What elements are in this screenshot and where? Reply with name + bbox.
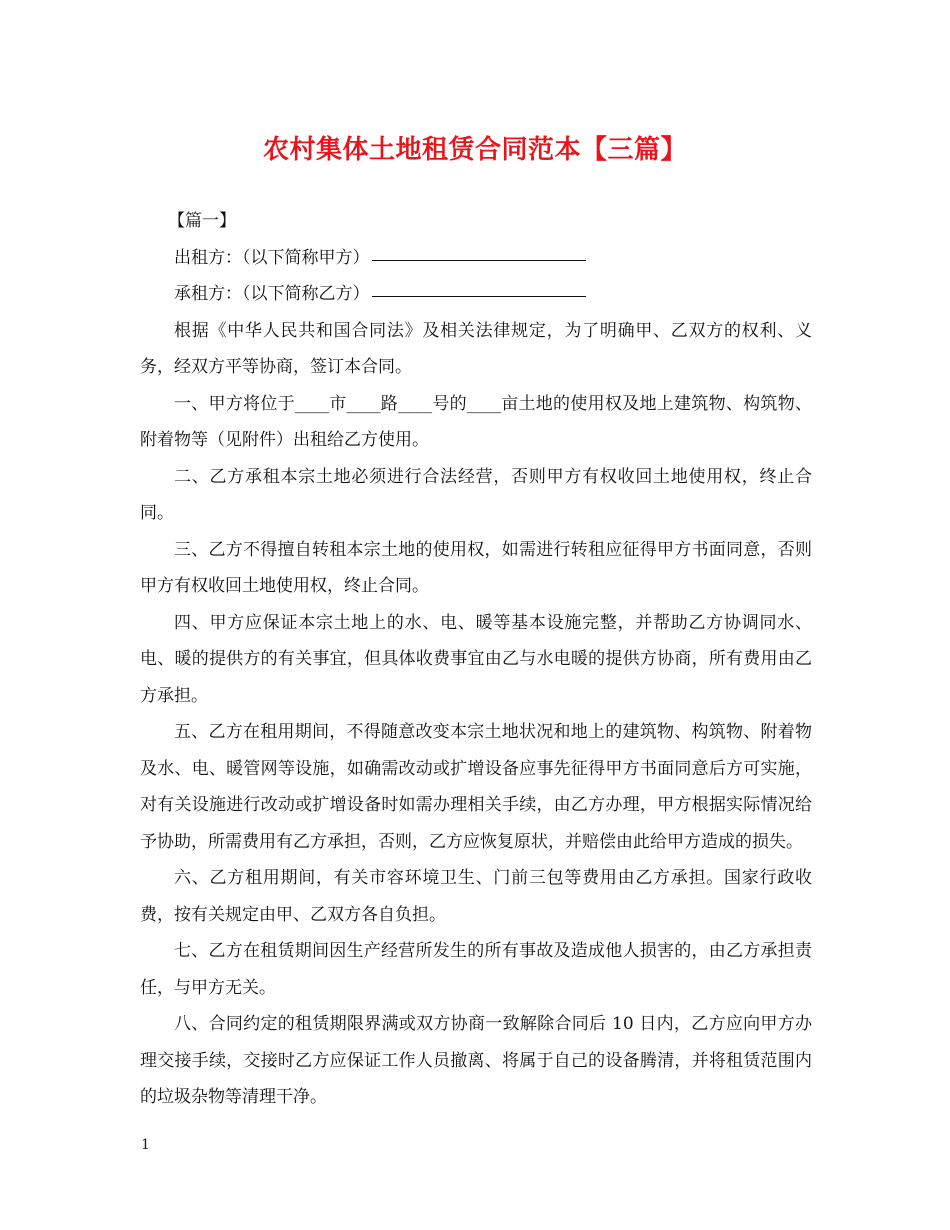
lessee-blank-line [372,295,586,297]
lessor-label: 出租方：（以下简称甲方） [174,247,370,268]
document-body [140,203,812,1116]
paragraph-preamble: 根据《中华人民共和国合同法》及相关法律规定，为了明确甲、乙双方的权利、义务，经双方平等协商，签订本合同。 [140,320,812,377]
section-heading: 【篇一】 [168,211,236,231]
clause-3: 三、乙方不得擅自转租本宗土地的使用权，如需进行转租应征得甲方书面同意，否则甲方有权收回土地使用权，终止合同。 [140,539,812,596]
clause-4: 四、甲方应保证本宗土地上的水、电、暖等基本设施完整，并帮助乙方协调同水、电、暖的提供方的有关事宜，但具体收费事宜由乙与水电暖的提供方协商，所有费用由乙方承担。 [140,612,812,706]
lessee-label: 承租方：（以下简称乙方） [174,284,370,304]
clause-5: 五、乙方在租用期间，不得随意改变本宗土地状况和地上的建筑物、构筑物、附着物及水、电、暖管网等设施，如确需改动或扩增设备应事先征得甲方书面同意后方可实施，对有关设施进行改动或扩增设备时如需办理相关手续，由乙方办理，甲方根据实际情况给予协助，所需费用有乙方承担，否则，乙方应恢复原状，并赔偿由此给甲方造成的损失。 [140,722,812,852]
clause-8: 八、合同约定的租赁期限界满或双方协商一致解除合同后 10 日内，乙方应向甲方办理交接手续，交接时乙方应保证工作人员撤离、将属于自己的设备腾清，并将租赁范围内的垃圾杂物等清理干净。 [140,1014,812,1107]
lessor-line [140,240,812,277]
lessor-blank-line [372,259,586,261]
page-number: 1 [141,1137,150,1153]
document-title: 农村集体土地租赁合同范本【三篇】 [262,135,687,165]
clause-7: 七、乙方在租赁期间因生产经营所发生的所有事故及造成他人损害的，由乙方承担责任，与甲方无关。 [140,941,812,998]
lessee-line [140,276,812,313]
clause-6: 六、乙方租用期间，有关市容环境卫生、门前三包等费用由乙方承担。国家行政收费，按有关规定由甲、乙双方各自负担。 [140,868,812,925]
clause-1: 一、甲方将位于____市____路____号的____亩土地的使用权及地上建筑物、构筑物、附着物等（见附件）出租给乙方使用。 [140,393,812,450]
clause-2: 二、乙方承租本宗土地必须进行合法经营，否则甲方有权收回土地使用权，终止合同。 [140,466,812,523]
